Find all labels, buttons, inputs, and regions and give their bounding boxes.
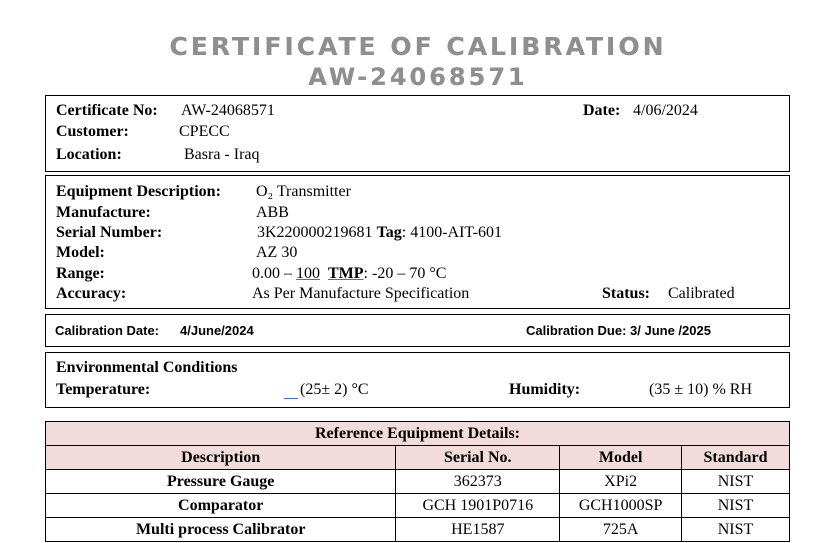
reference-header-row xyxy=(46,446,790,470)
date-label: Date: xyxy=(583,102,621,119)
accuracy-value: As Per Manufacture Specification xyxy=(252,285,470,302)
cert-no-label: Certificate No: xyxy=(56,102,158,119)
edit-marker xyxy=(284,384,298,399)
location-value: Basra - Iraq xyxy=(184,146,260,163)
row-description: Multi process Calibrator xyxy=(46,518,396,542)
customer-value: CPECC xyxy=(179,123,230,140)
temperature-line xyxy=(284,381,369,399)
humidity-value: (35 ± 10) % RH xyxy=(649,381,752,398)
row-standard: NIST xyxy=(682,518,790,542)
row-standard: NIST xyxy=(682,470,790,494)
temperature-label: Temperature: xyxy=(56,381,151,398)
row-model: XPi2 xyxy=(560,470,682,494)
manufacture-label: Manufacture: xyxy=(56,204,151,221)
serial-line xyxy=(257,224,502,242)
status-value: Calibrated xyxy=(668,285,735,302)
row-description: Pressure Gauge xyxy=(46,470,396,494)
reference-equipment-table xyxy=(45,421,790,542)
manufacture-value: ABB xyxy=(256,204,289,221)
header-description: Description xyxy=(46,446,396,470)
header-model: Model xyxy=(560,446,682,470)
equipment-desc-label: Equipment Description: xyxy=(56,183,221,200)
row-serial: HE1587 xyxy=(396,518,560,542)
tag-value: : 4100-AIT-601 xyxy=(401,224,503,241)
tag-label: Tag xyxy=(376,224,402,241)
accuracy-label: Accuracy: xyxy=(56,285,127,302)
row-standard: NIST xyxy=(682,494,790,518)
cert-no-value: AW-24068571 xyxy=(181,102,275,119)
date-value: 4/06/2024 xyxy=(633,102,698,119)
row-serial: 362373 xyxy=(396,470,560,494)
calibration-date-label: Calibration Date: xyxy=(55,323,160,338)
model-label: Model: xyxy=(56,244,105,261)
location-label: Location: xyxy=(56,146,122,163)
reference-title-row xyxy=(46,422,790,446)
table-row xyxy=(46,518,790,542)
reference-title: Reference Equipment Details: xyxy=(46,422,790,446)
row-description: Comparator xyxy=(46,494,396,518)
model-value: AZ 30 xyxy=(256,244,298,261)
calibration-due: Calibration Due: 3/ June /2025 xyxy=(526,323,711,338)
range-line xyxy=(252,265,446,283)
calibration-date-value: 4/June/2024 xyxy=(180,323,254,338)
certificate-title: CERTIFICATE OF CALIBRATION xyxy=(169,32,667,61)
equipment-desc-value: O₂ Transmitter xyxy=(256,183,351,200)
table-row xyxy=(46,494,790,518)
serial-value: 3K220000219681 xyxy=(257,224,373,241)
header-standard: Standard xyxy=(682,446,790,470)
range-label: Range: xyxy=(56,265,105,282)
tmp-label: TMP xyxy=(328,265,364,282)
header-serial: Serial No. xyxy=(396,446,560,470)
customer-label: Customer: xyxy=(56,123,129,140)
row-model: GCH1000SP xyxy=(560,494,682,518)
row-model: 725A xyxy=(560,518,682,542)
serial-label: Serial Number: xyxy=(56,224,163,241)
range-end: 100 xyxy=(296,265,320,282)
temperature-value: (25± 2) °C xyxy=(300,381,369,398)
table-row xyxy=(46,470,790,494)
environment-heading: Environmental Conditions xyxy=(56,359,238,376)
certificate-number-title: AW-24068571 xyxy=(308,63,528,91)
row-serial: GCH 1901P0716 xyxy=(396,494,560,518)
tmp-value: : -20 – 70 °C xyxy=(363,265,447,282)
humidity-label: Humidity: xyxy=(509,381,581,398)
range-start: 0.00 – xyxy=(252,265,296,282)
status-label: Status: xyxy=(602,285,651,302)
